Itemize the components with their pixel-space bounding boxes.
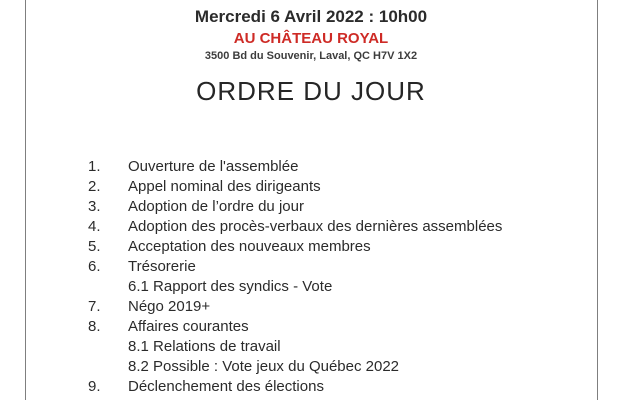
agenda-number: 6. — [88, 258, 101, 275]
agenda-text: Acceptation des nouveaux membres — [128, 238, 371, 255]
page-right-edge — [597, 0, 598, 400]
agenda-row — [88, 297, 592, 317]
agenda-row — [88, 157, 592, 177]
agenda-row — [88, 237, 592, 257]
agenda-number: 2. — [88, 178, 101, 195]
agenda-text: Négo 2019+ — [128, 298, 211, 315]
agenda-number: 3. — [88, 198, 101, 215]
agenda-text: Adoption des procès-verbaux des dernières assemblées — [128, 218, 503, 235]
agenda-text: 6.1 Rapport des syndics - Vote — [128, 278, 333, 295]
agenda-number: 9. — [88, 378, 101, 395]
agenda-row — [88, 317, 592, 337]
agenda-row — [88, 377, 592, 397]
agenda-text: Appel nominal des dirigeants — [128, 178, 321, 195]
agenda-row — [88, 277, 592, 297]
agenda-text: Ouverture de l'assemblée — [128, 158, 299, 175]
agenda-text: 8.1 Relations de travail — [128, 338, 281, 355]
page-title: ORDRE DU JOUR — [196, 76, 426, 106]
agenda-row — [88, 337, 592, 357]
agenda-row — [88, 197, 592, 217]
agenda-text: 8.2 Possible : Vote jeux du Québec 2022 — [128, 358, 400, 375]
agenda-row — [88, 217, 592, 237]
agenda-number: 8. — [88, 318, 101, 335]
document-header — [25, 5, 597, 64]
agenda-number: 4. — [88, 218, 101, 235]
agenda-row — [88, 357, 592, 377]
agenda-text: Adoption de l’ordre du jour — [128, 198, 304, 215]
agenda-number: 7. — [88, 298, 101, 315]
agenda-row — [88, 257, 592, 277]
agenda-number: 1. — [88, 158, 101, 175]
agenda-number: 5. — [88, 238, 101, 255]
agenda-text: Déclenchement des élections — [128, 378, 324, 395]
agenda-list — [88, 157, 592, 397]
agenda-text: Trésorerie — [128, 258, 196, 275]
agenda-row — [88, 177, 592, 197]
meeting-datetime: Mercredi 6 Avril 2022 : 10h00 — [194, 7, 428, 26]
meeting-address: 3500 Bd du Souvenir, Laval, QC H7V 1X2 — [204, 50, 418, 62]
agenda-text: Affaires courantes — [128, 318, 249, 335]
meeting-venue: AU CHÂTEAU ROYAL — [233, 30, 389, 47]
